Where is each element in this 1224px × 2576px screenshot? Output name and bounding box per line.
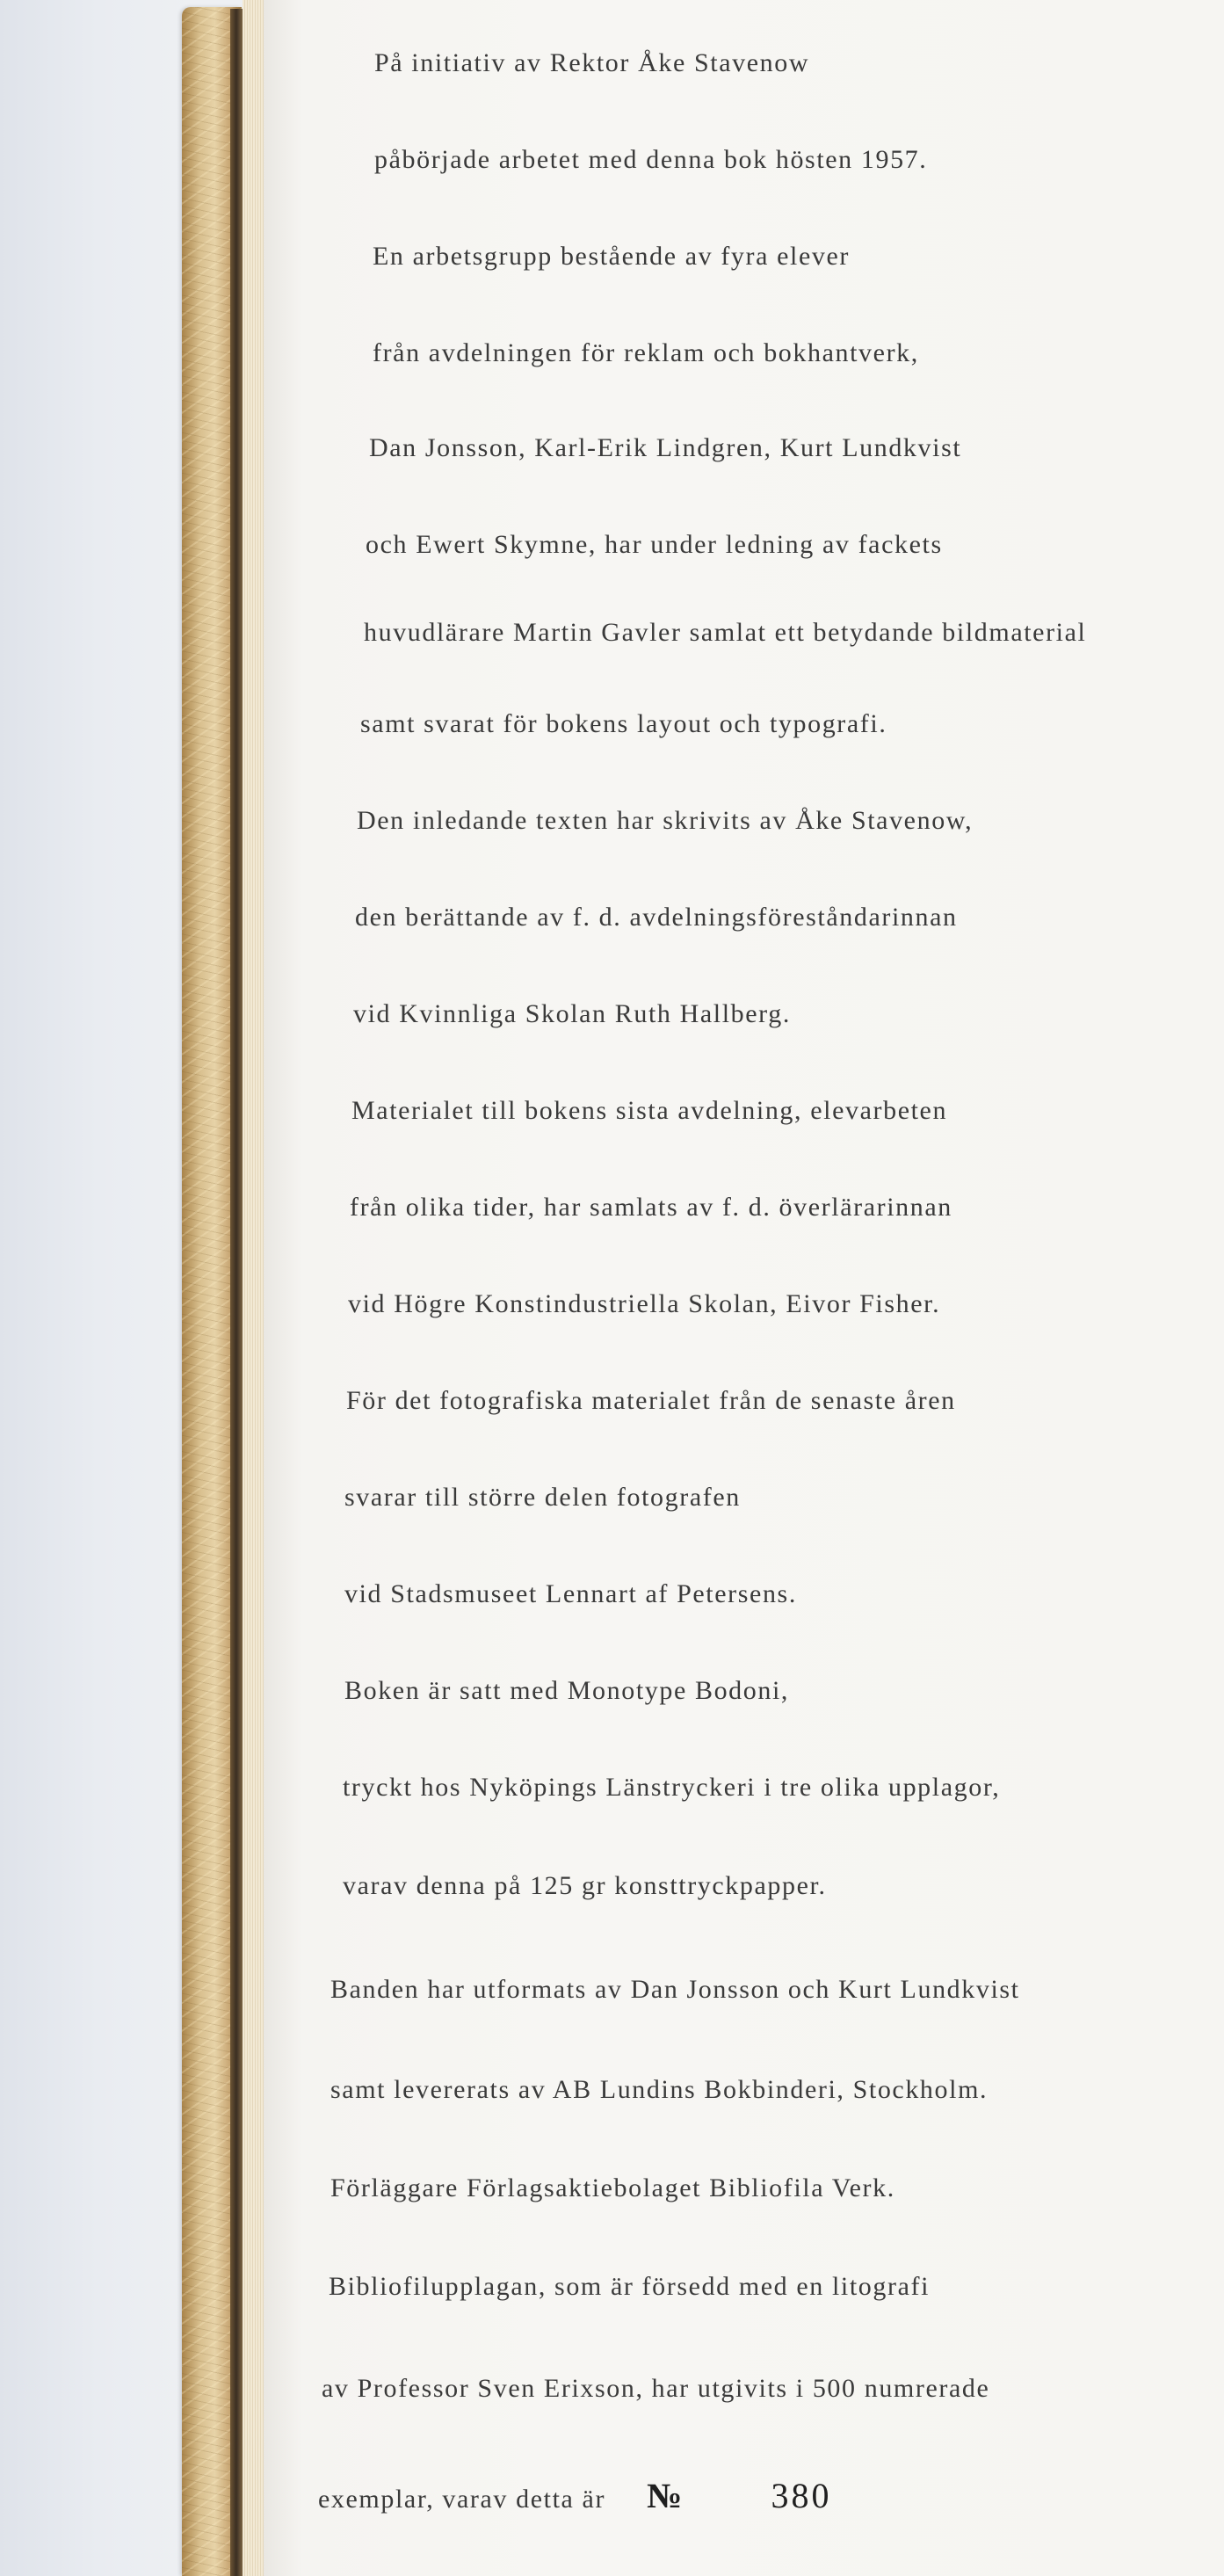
colophon-line: Den inledande texten har skrivits av Åke Stavenow, xyxy=(357,806,974,835)
colophon-line: vid Stadsmuseet Lennart af Petersens. xyxy=(344,1579,797,1608)
colophon-line: av Professor Sven Erixson, har utgivits i 500 numrerade xyxy=(322,2374,990,2403)
colophon-line: från avdelningen för reklam och bokhantverk, xyxy=(373,338,919,367)
binding-edge xyxy=(230,9,243,2576)
colophon-line: vid Kvinnliga Skolan Ruth Hallberg. xyxy=(353,999,791,1028)
colophon-line: varav denna på 125 gr konsttryckpapper. xyxy=(343,1871,827,1900)
colophon-line: från olika tider, har samlats av f. d. överlärarinnan xyxy=(350,1193,952,1222)
colophon-line: huvudlärare Martin Gavler samlat ett betydande bildmaterial xyxy=(364,618,1087,647)
copy-number: 380 xyxy=(771,2476,832,2515)
colophon-line: påbörjade arbetet med denna bok hösten 1957. xyxy=(374,145,928,174)
colophon-line: tryckt hos Nyköpings Länstryckeri i tre olika upplagor, xyxy=(343,1773,1001,1802)
colophon-line: På initiativ av Rektor Åke Stavenow xyxy=(374,48,810,77)
edition-statement: exemplar, varav detta är xyxy=(318,2485,606,2514)
colophon-line: Banden har utformats av Dan Jonsson och Kurt Lundkvist xyxy=(330,1975,1020,2004)
colophon-line: Dan Jonsson, Karl-Erik Lindgren, Kurt Lundkvist xyxy=(369,433,962,462)
colophon-line: vid Högre Konstindustriella Skolan, Eivor Fisher. xyxy=(348,1289,941,1318)
colophon-line: Materialet till bokens sista avdelning, elevarbeten xyxy=(351,1096,948,1125)
number-sign: № xyxy=(647,2476,683,2515)
colophon-line: Bibliofilupplagan, som är försedd med en litografi xyxy=(329,2272,931,2301)
colophon-line: Förläggare Förlagsaktiebolaget Bibliofila Verk. xyxy=(330,2173,895,2202)
colophon-line: samt svarat för bokens layout och typografi. xyxy=(360,709,887,738)
colophon-line: För det fotografiska materialet från de senaste åren xyxy=(346,1386,956,1415)
colophon-line: Boken är satt med Monotype Bodoni, xyxy=(344,1676,790,1705)
colophon-line: och Ewert Skymne, har under ledning av fackets xyxy=(366,530,943,559)
edition-number-line xyxy=(318,2476,832,2515)
colophon-line: samt levererats av AB Lundins Bokbinderi, Stockholm. xyxy=(330,2075,989,2104)
colophon-line: En arbetsgrupp bestående av fyra elever xyxy=(373,242,851,271)
colophon-line: den berättande av f. d. avdelningsföreståndarinnan xyxy=(355,903,958,932)
colophon-line: svarar till större delen fotografen xyxy=(344,1483,741,1512)
